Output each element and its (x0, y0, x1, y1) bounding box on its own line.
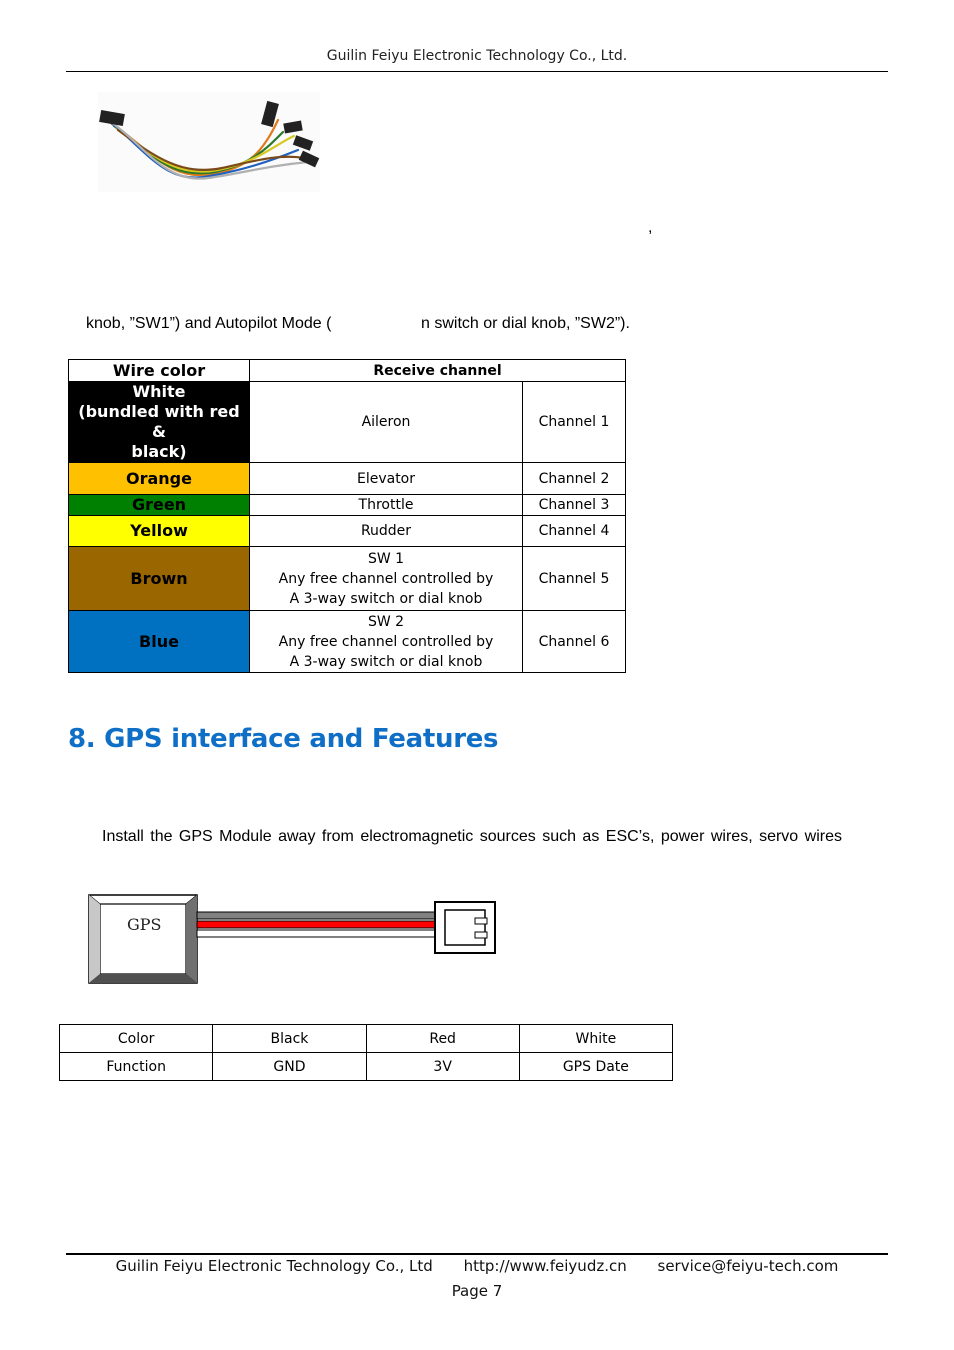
gps-module-diagram (86, 892, 498, 988)
wire-color-cell: White (bundled with red & black) (69, 382, 250, 463)
gps-table-cell: Function (60, 1053, 213, 1081)
gps-table-cell: GND (213, 1053, 366, 1081)
footer-rule (66, 1253, 888, 1255)
wire-table-row (69, 463, 626, 495)
wire-color-cell: Green (69, 495, 250, 516)
wire-table-header-row (69, 360, 626, 382)
stray-mark: , (648, 219, 653, 236)
gps-table-cell: 3V (366, 1053, 519, 1081)
wire-channel-cell: Channel 6 (523, 611, 626, 673)
footer-website[interactable]: http://www.feiyudz.cn (463, 1257, 627, 1275)
wire-channel-table (68, 359, 626, 673)
header-rule (66, 71, 888, 72)
wire-color-header: Wire color (69, 360, 250, 382)
gps-table-cell: White (519, 1025, 672, 1053)
wire-channel-cell: Channel 3 (523, 495, 626, 516)
gps-table-cell: Red (366, 1025, 519, 1053)
gps-table-cell: Black (213, 1025, 366, 1053)
wire-function-cell: Rudder (250, 516, 523, 547)
wire-color-cell: Blue (69, 611, 250, 673)
cable-photo (98, 92, 320, 192)
wire-function-cell: SW 1 Any free channel controlled by A 3-way switch or dial knob (250, 547, 523, 611)
wire-channel-cell: Channel 5 (523, 547, 626, 611)
footer-company: Guilin Feiyu Electronic Technology Co., Ltd (115, 1257, 433, 1275)
page-number: Page 7 (451, 1282, 503, 1300)
wire-table-row (69, 495, 626, 516)
gps-table-cell: Color (60, 1025, 213, 1053)
wire-channel-cell: Channel 1 (523, 382, 626, 463)
gps-pin-table (59, 1024, 673, 1081)
wire-color-cell: Yellow (69, 516, 250, 547)
wire-channel-cell: Channel 2 (523, 463, 626, 495)
receive-channel-header: Receive channel (250, 360, 626, 382)
wire-color-cell: Brown (69, 547, 250, 611)
section-title: 8. GPS interface and Features (68, 724, 499, 754)
wire-function-cell: Elevator (250, 463, 523, 495)
wire-channel-cell: Channel 4 (523, 516, 626, 547)
gps-table-row (60, 1025, 673, 1053)
wire-table-row (69, 547, 626, 611)
wire-function-cell: Aileron (250, 382, 523, 463)
intro-text-part2: n switch or dial knob, ”SW2”). (421, 315, 630, 332)
wire-function-cell: Throttle (250, 495, 523, 516)
wire-table-row (69, 516, 626, 547)
wire-color-cell: Orange (69, 463, 250, 495)
footer-contact (0, 1257, 954, 1275)
gps-module-label: GPS (127, 915, 162, 934)
wire-table-row (69, 611, 626, 673)
gps-table-cell: GPS Date (519, 1053, 672, 1081)
gps-table-row (60, 1053, 673, 1081)
footer-email[interactable]: service@feiyu-tech.com (657, 1257, 839, 1275)
wire-function-cell: SW 2 Any free channel controlled by A 3-way switch or dial knob (250, 611, 523, 673)
intro-text-part1: knob, ”SW1”) and Autopilot Mode ( (86, 315, 332, 332)
gps-instruction-text: Install the GPS Module away from electromagnetic sources such as ESC’s, power wires, servo wires (102, 828, 842, 845)
wire-table-row (69, 382, 626, 463)
page-header: Guilin Feiyu Electronic Technology Co., Ltd. (326, 48, 628, 64)
